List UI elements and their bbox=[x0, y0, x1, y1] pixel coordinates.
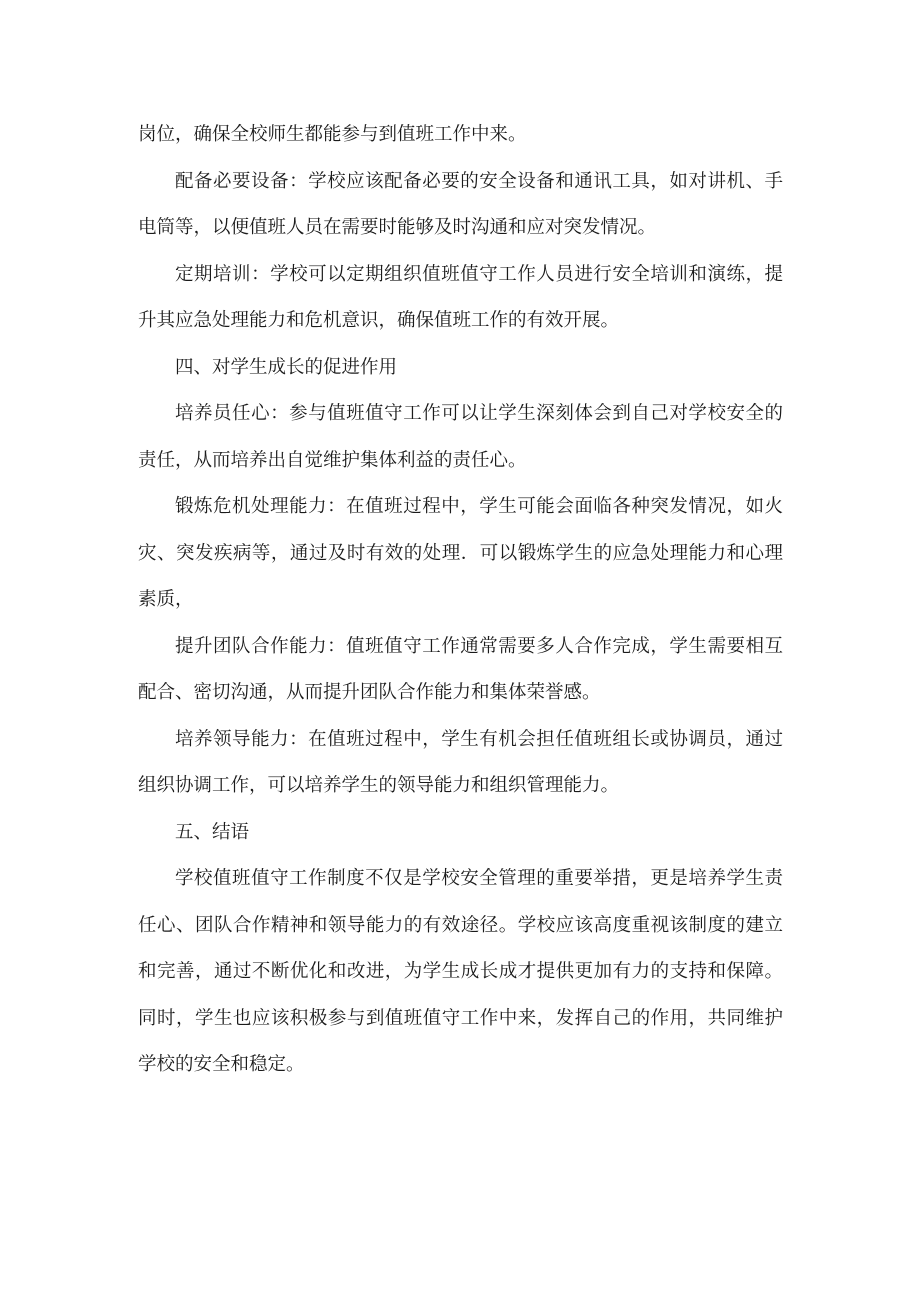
paragraph-crisis-handling: 锻炼危机处理能力：在值班过程中，学生可能会面临各种突发情况，如火灾、突发疾病等，通过及时有效的处理．可以锻炼学生的应急处理能力和心理素质， bbox=[138, 496, 783, 610]
paragraph-conclusion: 学校值班值守工作制度不仅是学校安全管理的重要举措，更是培养学生责任心、团队合作精神和领导能力的有效途径。学校应该高度重视该制度的建立和完善，通过不断优化和改进，为学生成长成才提供更加有力的支持和保障。同时，学生也应该积极参与到值班值守工作中来，发挥自己的作用，共同维护学校的安全和稳定。 bbox=[138, 868, 783, 1075]
paragraph-responsibility: 培养员任心：参与值班值守工作可以让学生深刻体会到自己对学校安全的责任，从而培养出自觉维护集体利益的责任心。 bbox=[138, 403, 783, 471]
paragraph-leadership: 培养领导能力：在值班过程中，学生有机会担任值班组长或协调员，通过组织协调工作，可以培养学生的领导能力和组织管理能力。 bbox=[138, 728, 783, 796]
section-heading-five: 五、结语 bbox=[175, 821, 250, 843]
paragraph-continuation: 岗位，确保全校师生都能参与到值班工作中来。 bbox=[138, 124, 527, 145]
paragraph-equipment: 配备必要设备：学校应该配备必要的安全设备和通讯工具，如对讲机、手电筒等，以便值班人员在需要时能够及时沟通和应对突发情况。 bbox=[138, 170, 783, 238]
paragraph-training: 定期培训：学校可以定期组织值班值守工作人员进行安全培训和演练，提升其应急处理能力和危机意识，确保值班工作的有效开展。 bbox=[138, 263, 783, 331]
document-page bbox=[138, 112, 783, 1089]
paragraph-teamwork: 提升团队合作能力：值班值守工作通常需要多人合作完成，学生需要相互配合、密切沟通，从而提升团队合作能力和集体荣誉感。 bbox=[138, 635, 783, 703]
section-heading-four: 四、对学生成长的促进作用 bbox=[175, 356, 398, 378]
